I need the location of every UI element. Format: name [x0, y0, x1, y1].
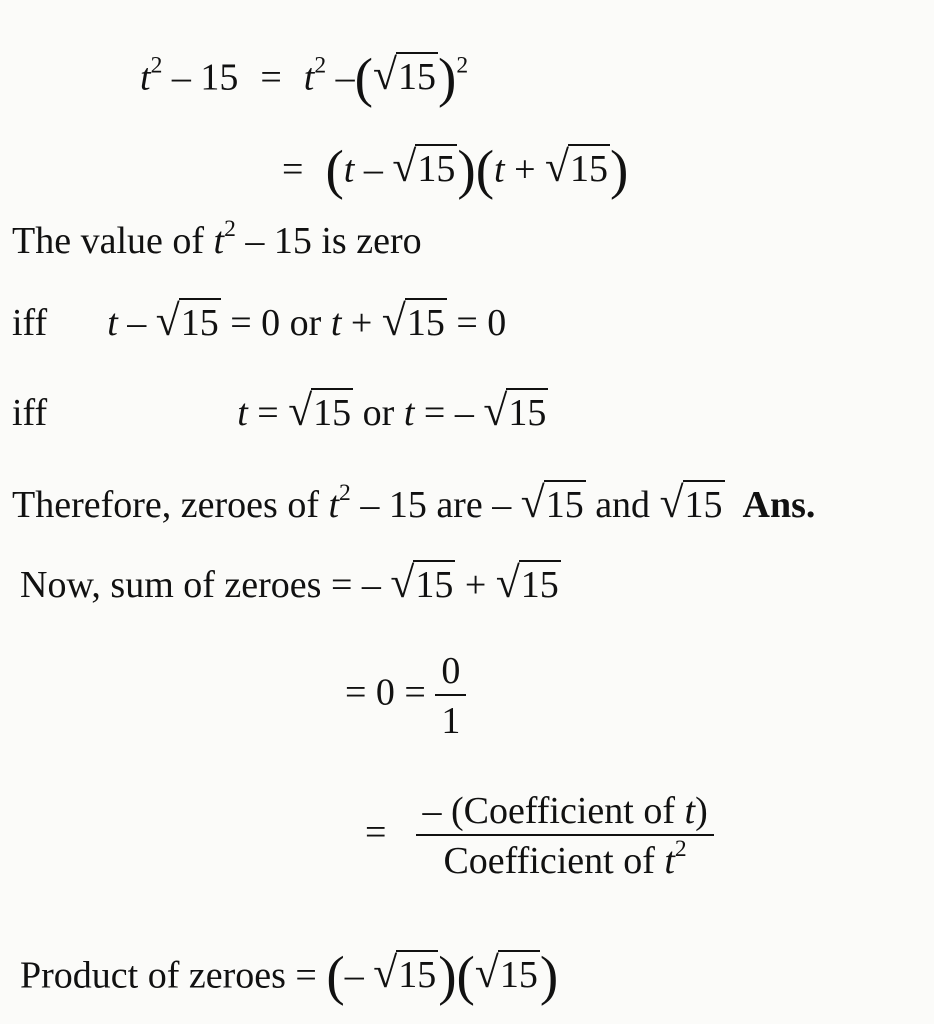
var-t: t [107, 302, 118, 344]
eq-line-8 [345, 652, 466, 740]
sqrt-15: √15 [288, 387, 352, 435]
var-t: t [213, 220, 225, 262]
var-t: t [328, 484, 340, 526]
text: = – [414, 392, 484, 434]
iff-label: iff [12, 392, 48, 434]
fraction-0-over-1: $\frac{0}{1}$ [435, 652, 466, 740]
equals-sign: = [282, 148, 304, 191]
var-t: t [343, 148, 355, 191]
sqrt-15: √15 [390, 559, 454, 607]
plus-sign: + [341, 302, 382, 344]
sqrt-15: √15 [155, 297, 219, 345]
eq-line-2: = (t – √15)(t + √15) [282, 139, 629, 200]
sqrt-15: √15 [474, 949, 538, 998]
sqrt-15: √15 [373, 949, 437, 998]
exponent: 2 [339, 480, 351, 507]
text-line-6 [12, 479, 816, 527]
sqrt-15: √15 [381, 297, 445, 345]
exponent: 2 [150, 52, 163, 79]
text: = 0 [446, 302, 507, 344]
text-line-3 [12, 216, 422, 262]
exponent: 2 [224, 216, 236, 243]
text: and [585, 484, 660, 526]
minus-sign: – [354, 148, 393, 191]
text: Product of zeroes = [20, 954, 327, 997]
text-line-10: Product of zeroes = (– √15)(√15) [20, 945, 559, 1006]
eq-line-4 [12, 297, 507, 345]
plus-sign: + [504, 148, 546, 191]
eq-line-5 [12, 387, 548, 435]
minus-sign: – [117, 302, 156, 344]
exponent: 2 [314, 52, 327, 79]
var-t: t [303, 56, 315, 99]
sqrt-15: √15 [659, 479, 723, 527]
sqrt-15: √15 [392, 143, 456, 192]
answer-label: Ans. [742, 484, 816, 526]
exponent: 2 [456, 52, 469, 79]
text: The value of [12, 220, 214, 262]
text: Now, sum of zeroes = – [20, 564, 391, 606]
var-t: t [140, 56, 151, 99]
var-t: t [403, 392, 415, 434]
var-t: t [237, 392, 248, 434]
sqrt-15: √15 [483, 387, 547, 435]
text: Therefore, zeroes of [12, 484, 329, 526]
expr-text: – 15 [162, 56, 239, 99]
equals-sign: = [260, 56, 282, 99]
equals-sign: = [365, 811, 387, 854]
text: = 0 or [220, 302, 331, 344]
eq-line-9 [365, 792, 714, 880]
sqrt-15: √15 [520, 479, 584, 527]
iff-label: iff [12, 302, 48, 344]
text-line-7 [20, 559, 561, 607]
var-t: t [494, 148, 505, 191]
var-t: t [330, 302, 342, 344]
minus-sign: – [344, 954, 374, 997]
text: = 0 = [345, 671, 436, 714]
minus-sign: – [326, 56, 355, 99]
text: – 15 are – [350, 484, 521, 526]
coefficient-fraction: $\frac{\text{– (Coefficient of t)}}{Coefficient of t^2}$ [416, 792, 713, 880]
eq-line-1: $t^2 - 15 = t^2$ $-(√15)^2$ [140, 47, 469, 108]
text: – 15 is zero [235, 220, 422, 262]
equals-sign: = [247, 392, 289, 434]
sqrt-15: √15 [545, 143, 609, 192]
sqrt-15: √15 [372, 51, 436, 100]
text: or [353, 392, 404, 434]
plus-sign: + [455, 564, 496, 606]
sqrt-15: √15 [495, 559, 559, 607]
